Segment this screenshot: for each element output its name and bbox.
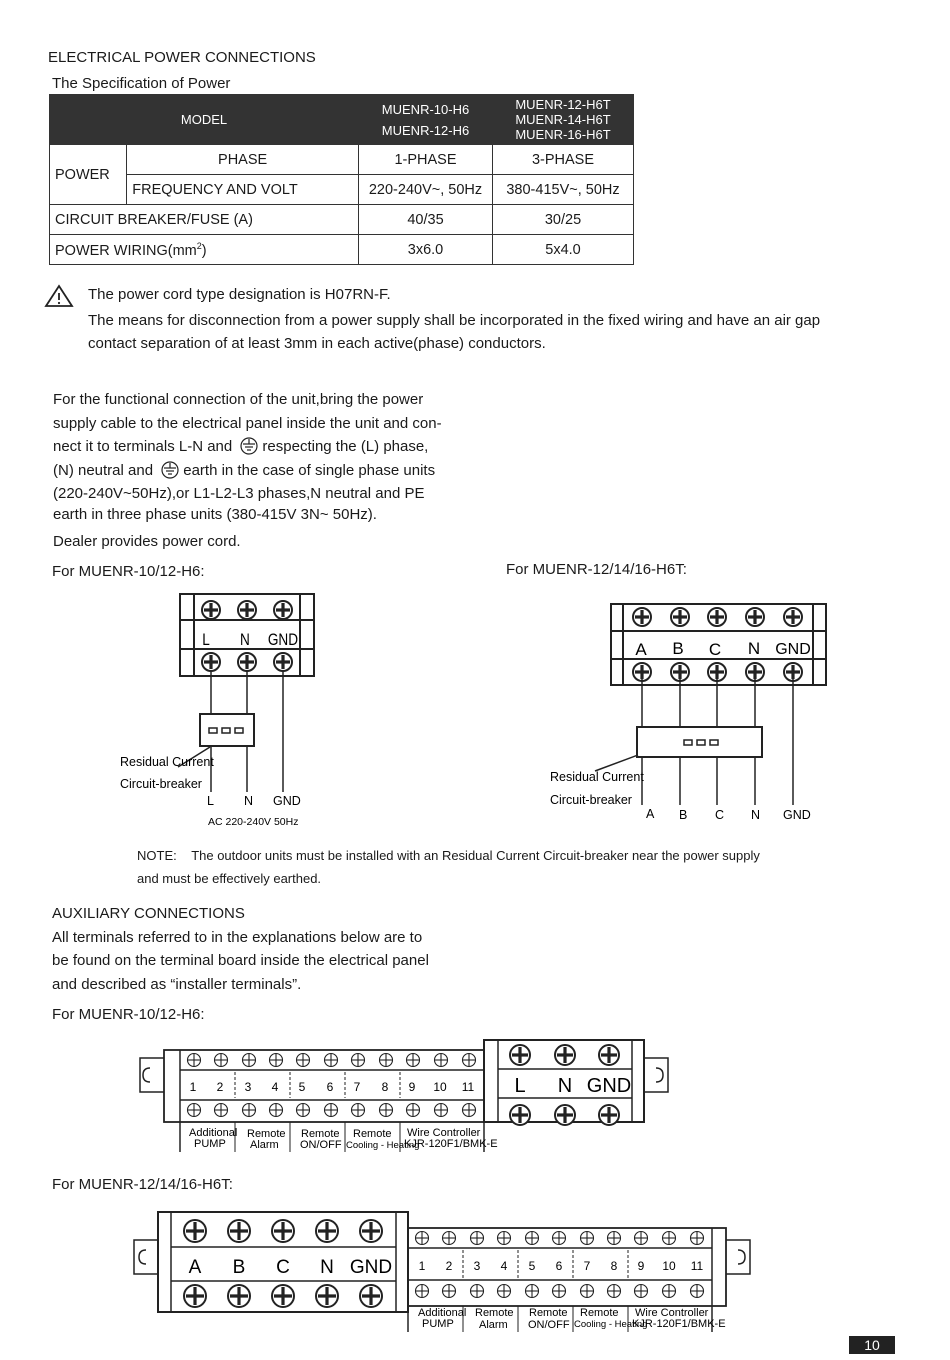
note: NOTE: The outdoor units must be installed with an Residual Current Circuit-breaker near the power supply [137,848,760,863]
screw-terminal-icon [746,608,764,626]
power-terminal-label: N [557,1075,573,1097]
screw-terminal-icon [243,1104,256,1117]
group-label-5b: KJR-120F1/BMK-E [632,1318,726,1330]
wire-label-n: N [244,794,254,808]
terminal-label-l: L [202,630,210,650]
terminal-number: 3 [244,1080,252,1094]
breaker-label: CIRCUIT BREAKER/FUSE (A) [50,205,359,235]
three-phase-wiring-diagram [500,595,840,835]
single-phase-wiring-diagram [0,585,470,835]
group-label-1a: Additional [189,1127,238,1139]
terminal-number: 2 [445,1259,453,1273]
screw-terminal-icon [202,601,220,619]
power-terminal-label: N [320,1257,334,1278]
group-label-2a: Remote [247,1128,286,1140]
wire-label-n: N [751,808,761,822]
terminal-label-a: A [635,640,647,659]
screw-terminal-icon [635,1285,648,1298]
screw-terminal-icon [708,663,726,681]
breaker-value-2: 30/25 [493,205,634,235]
auxiliary-text: AUXILIARY CONNECTIONS All terminals referred to in the explanations below are to be found on the terminal board inside the electrical panel and described as “installer terminals”. [52,905,429,993]
group-label-1a: Additional [418,1307,467,1319]
terminal-number: 9 [408,1080,416,1094]
group-label-4a: Remote [353,1128,392,1140]
power-label: POWER [50,145,127,205]
warning-icon [44,284,74,308]
screw-terminal-icon [316,1220,338,1242]
terminal-number: 11 [690,1259,704,1273]
wiring-value-1: 3x6.0 [359,235,493,265]
earth-icon [238,437,260,455]
terminal-number: 1 [189,1080,197,1094]
screw-terminal-icon [671,608,689,626]
wire-label-a: A [646,807,655,821]
wire-label-b: B [679,808,688,822]
group-label-4b: Cooling - Heating [346,1140,420,1151]
group-label-3a: Remote [301,1128,340,1140]
terminal-board-three-phase [0,1200,780,1335]
screw-terminal-icon [708,608,726,626]
terminal-number: 4 [500,1259,508,1273]
screw-terminal-icon [608,1285,621,1298]
screw-terminal-icon [228,1220,250,1242]
screw-terminal-icon [581,1285,594,1298]
screw-terminal-icon [316,1285,338,1307]
terminal-number: 5 [298,1080,306,1094]
terminal-number: 9 [637,1259,645,1273]
screw-terminal-icon [270,1104,283,1117]
screw-terminal-icon [608,1232,621,1245]
screw-terminal-icon [407,1054,420,1067]
screw-terminal-icon [471,1232,484,1245]
rcd-label-1: Residual Current [550,770,644,784]
functional-text: For the functional connection of the unit,bring the power supply cable to the electrical panel inside the unit and con- nect it to terminals L-N and respecting the (L) phase, (N) neutral and earth in the case of single phase units (220-240V~50Hz),or L1-L2-L3 phases,N neutral and PE earth in three phase units (380-415V 3N~ 50Hz). Dealer provides power cord. [53,391,442,550]
freq-value-2: 380-415V~, 50Hz [493,175,634,205]
group-label-2a: Remote [475,1307,514,1319]
screw-terminal-icon [435,1104,448,1117]
terminal-number: 3 [473,1259,481,1273]
wiring-value-2: 5x4.0 [493,235,634,265]
screw-terminal-icon [274,653,292,671]
group-label-2b: Alarm [479,1319,508,1331]
board2-caption: For MUENR-12/14/16-H6T: [52,1176,233,1193]
group-label-3a: Remote [529,1307,568,1319]
screw-terminal-icon [599,1045,619,1065]
board1-caption: For MUENR-10/12-H6: [52,1006,205,1023]
supply-label: AC 220-240V 50Hz [208,816,299,828]
warning-line-1: The power cord type designation is H07RN-F. [88,286,391,303]
phase-value-2: 3-PHASE [493,145,634,175]
note-line-2: and must be effectively earthed. [137,871,322,886]
wire-label-gnd: GND [273,794,301,808]
screw-terminal-icon [184,1220,206,1242]
model-col2: MUENR-12-H6T MUENR-14-H6T MUENR-16-H6T [493,95,634,145]
screw-terminal-icon [184,1285,206,1307]
screw-terminal-icon [325,1104,338,1117]
phase-value-1: 1-PHASE [359,145,493,175]
screw-terminal-icon [416,1285,429,1298]
terminal-number: 1 [418,1259,426,1273]
group-label-1b: PUMP [194,1138,226,1150]
screw-terminal-icon [510,1045,530,1065]
screw-terminal-icon [380,1104,393,1117]
screw-terminal-icon [555,1105,575,1125]
screw-terminal-icon [599,1105,619,1125]
terminal-number: 2 [216,1080,224,1094]
screw-terminal-icon [325,1054,338,1067]
screw-terminal-icon [553,1285,566,1298]
screw-terminal-icon [635,1232,648,1245]
terminal-number: 7 [353,1080,361,1094]
screw-terminal-icon [297,1104,310,1117]
screw-terminal-icon [352,1104,365,1117]
screw-terminal-icon [443,1232,456,1245]
screw-terminal-icon [671,663,689,681]
power-terminal-label: GND [349,1257,393,1278]
breaker-value-1: 40/35 [359,205,493,235]
screw-terminal-icon [416,1232,429,1245]
group-label-3b: ON/OFF [300,1139,342,1151]
screw-terminal-icon [691,1285,704,1298]
screw-terminal-icon [188,1054,201,1067]
model-header: MODEL [50,95,359,145]
terminal-number: 8 [381,1080,389,1094]
wire-label-gnd: GND [783,808,811,822]
power-terminal-label: B [232,1257,246,1278]
spec-title: The Specification of Power [52,75,231,92]
rcd-label-2: Circuit-breaker [550,793,632,807]
rcd-label-2: Circuit-breaker [120,777,202,791]
screw-terminal-icon [555,1045,575,1065]
screw-terminal-icon [663,1285,676,1298]
group-label-1b: PUMP [422,1318,454,1330]
screw-terminal-icon [272,1285,294,1307]
group-label-5b: KJR-120F1/BMK-E [404,1138,498,1150]
section-title: ELECTRICAL POWER CONNECTIONS [48,49,316,66]
terminal-label-gnd: GND [775,641,811,658]
screw-terminal-icon [380,1054,393,1067]
screw-terminal-icon [463,1104,476,1117]
screw-terminal-icon [188,1104,201,1117]
freq-value-1: 220-240V~, 50Hz [359,175,493,205]
group-label-3b: ON/OFF [528,1319,570,1331]
group-label-4a: Remote [580,1307,619,1319]
screw-terminal-icon [360,1220,382,1242]
warning-line-2: The means for disconnection from a power supply shall be incorporated in the fixed wiring and have an air gap [88,312,821,329]
screw-terminal-icon [463,1054,476,1067]
power-terminal-label: L [514,1075,526,1097]
screw-terminal-icon [228,1285,250,1307]
power-terminal-label: C [276,1257,290,1278]
screw-terminal-icon [526,1232,539,1245]
terminal-number: 6 [555,1259,563,1273]
terminal-number: 5 [528,1259,536,1273]
terminal-label-n: N [747,639,761,658]
screw-terminal-icon [215,1054,228,1067]
screw-terminal-icon [270,1054,283,1067]
screw-terminal-icon [352,1054,365,1067]
screw-terminal-icon [202,653,220,671]
screw-terminal-icon [297,1054,310,1067]
phase-label: PHASE [127,145,359,175]
screw-terminal-icon [272,1220,294,1242]
rcd-label-1: Residual Current [120,755,214,769]
power-terminal-label: GND [586,1075,632,1097]
group-label-2b: Alarm [250,1139,279,1151]
terminal-board-single-phase [0,1030,700,1160]
terminal-label-c: C [708,640,722,659]
wire-label-l: L [207,794,214,808]
screw-terminal-icon [784,663,802,681]
model-col1: MUENR-10-H6 MUENR-12-H6 [359,95,493,145]
screw-terminal-icon [274,601,292,619]
group-label-5a: Wire Controller [635,1307,709,1319]
power-spec-table [49,94,634,265]
power-terminal-label: A [188,1257,202,1278]
screw-terminal-icon [238,601,256,619]
screw-terminal-icon [581,1232,594,1245]
screw-terminal-icon [510,1105,530,1125]
terminal-number: 6 [326,1080,334,1094]
terminal-number: 10 [433,1080,447,1094]
terminal-number: 11 [461,1080,475,1094]
diagram1-caption: For MUENR-10/12-H6: [52,563,205,580]
earth-icon [159,461,181,479]
terminal-number: 8 [610,1259,618,1273]
screw-terminal-icon [238,653,256,671]
screw-terminal-icon [746,663,764,681]
terminal-label-b: B [672,639,684,658]
screw-terminal-icon [663,1232,676,1245]
screw-terminal-icon [407,1104,420,1117]
screw-terminal-icon [526,1285,539,1298]
warning-line-3: contact separation of at least 3mm in each active(phase) conductors. [88,335,546,352]
freq-label: FREQUENCY AND VOLT [127,175,359,205]
terminal-number: 4 [271,1080,279,1094]
group-label-4b: Cooling - Heating [574,1319,648,1330]
wire-label-c: C [715,808,725,822]
terminal-number: 7 [583,1259,591,1273]
screw-terminal-icon [633,608,651,626]
screw-terminal-icon [553,1232,566,1245]
screw-terminal-icon [360,1285,382,1307]
terminal-label-gnd: GND [267,630,299,650]
page-number: 10 [849,1336,895,1354]
screw-terminal-icon [471,1285,484,1298]
screw-terminal-icon [243,1054,256,1067]
screw-terminal-icon [435,1054,448,1067]
screw-terminal-icon [691,1232,704,1245]
screw-terminal-icon [633,663,651,681]
screw-terminal-icon [215,1104,228,1117]
screw-terminal-icon [784,608,802,626]
diagram2-caption: For MUENR-12/14/16-H6T: [506,561,687,578]
wiring-label: POWER $WIRING(mm^2)$ [50,235,359,265]
screw-terminal-icon [498,1285,511,1298]
screw-terminal-icon [498,1232,511,1245]
terminal-label-n: N [240,630,250,650]
screw-terminal-icon [443,1285,456,1298]
group-label-5a: Wire Controller [407,1127,481,1139]
terminal-number: 10 [662,1259,676,1273]
